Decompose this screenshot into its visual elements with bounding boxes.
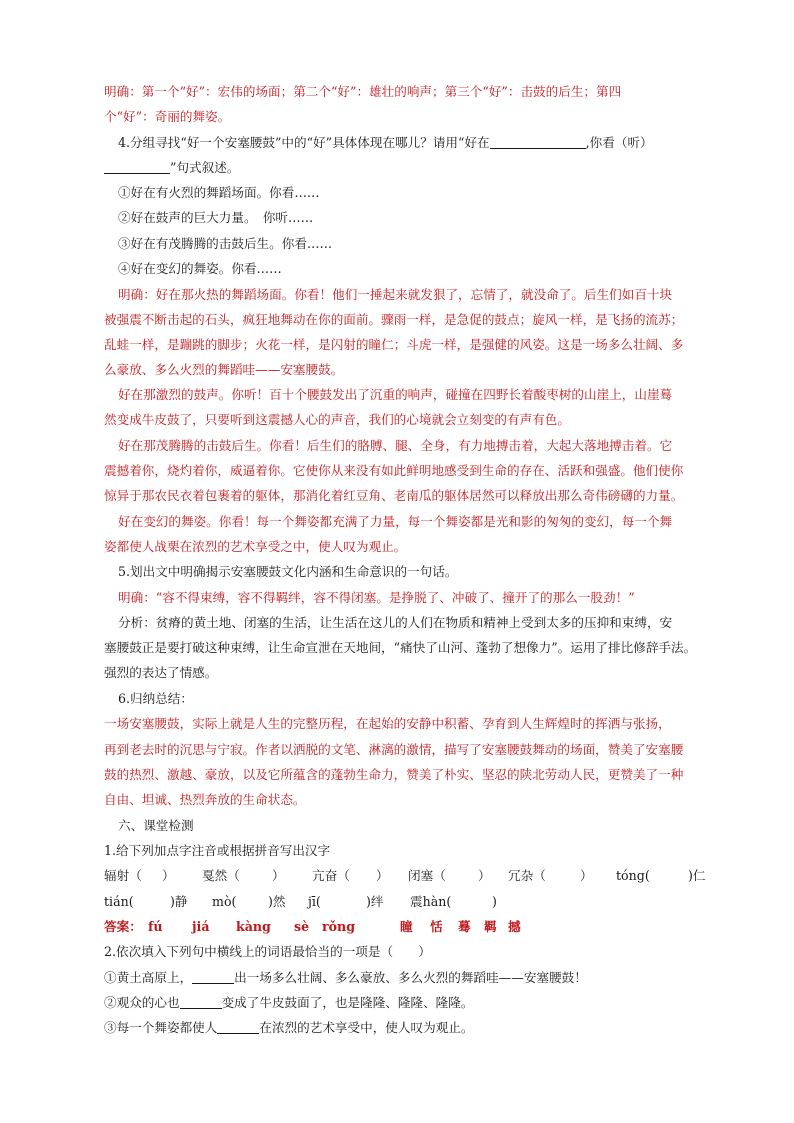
- answer-para4-line1: 好在变幻的舞姿。你看！每一个舞姿都充满了力量，每一个舞姿都是光和影的匆匆的变幻，每一个舞: [118, 514, 673, 529]
- question-5-answer: 明确：“容不得束缚，容不得羁绊，容不得闭塞。是挣脱了、冲破了、撞开了的那么一股劲！”: [118, 590, 635, 605]
- summary-line1: 一场安塞腰鼓，实际上就是人生的完整历程，在起始的安静中积蓄、孕育到人生辉煌时的挥洒与张扬，: [104, 716, 671, 731]
- section-6-heading: 六、课堂检测: [118, 818, 194, 833]
- answer-para1-line4: 么豪放、多么火烈的舞蹈哇——安塞腰鼓。: [104, 362, 344, 377]
- summary-line2: 再到老去时的沉思与宁寂。作者以洒脱的文笔、淋漓的激情，描写了安塞腰鼓舞动的场面，赞美了安塞腰: [104, 742, 684, 757]
- option-2: ②好在鼓声的巨大力量。 你听……: [118, 210, 314, 225]
- row2-item: tián(: [104, 894, 134, 909]
- fill-blank[interactable]: [490, 134, 586, 149]
- answer-para3-line2: 震撼着你，烧灼着你，威逼着你。它使你从来没有如此鲜明地感受到生命的存在、活跃和强盛。他们使你: [104, 463, 684, 478]
- answer-item: 羁: [484, 919, 497, 934]
- question-6-title: 6.归纳总结：: [118, 691, 193, 706]
- option-4: ④好在变幻的舞姿。你看……: [118, 261, 282, 276]
- fill-blank[interactable]: [104, 159, 170, 174]
- row2-item: 震hàn(: [410, 894, 452, 909]
- question-5-title: 5.划出文中明确揭示安塞腰鼓文化内涵和生命意识的一句话。: [118, 564, 458, 579]
- row2-item: )绊: [366, 894, 384, 909]
- row1-item: 冗杂（: [508, 868, 546, 883]
- answer-para3-line1: 好在那茂腾腾的击鼓后生。你看！后生们的胳膊、腿、全身，有力地搏击着，大起大落地搏击着。它: [118, 438, 673, 453]
- answer-para1-line2: 被强震不断击起的石头，疯狂地舞动在你的面前。骤雨一样，是急促的鼓点；旋风一样，是飞扬的流苏；: [104, 312, 684, 327]
- summary-line4: 自由、坦诚、热烈奔放的生命状态。: [104, 792, 306, 807]
- row1-item: ）: [162, 868, 175, 883]
- row2-item: ): [492, 894, 497, 909]
- sentence-3-pre: ③每一个舞姿都使人: [104, 1020, 218, 1035]
- exercise-2-sentence-1: [104, 968, 587, 988]
- exercise-2-sentence-3: [104, 1018, 473, 1038]
- row1-item: 亢奋（: [312, 868, 350, 883]
- answer-para2-line1: 好在那激烈的鼓声。你听！百十个腰鼓发出了沉重的响声，碰撞在四野长着酸枣树的山崖上，山崖蓦: [118, 387, 673, 402]
- fill-blank[interactable]: [217, 1019, 259, 1034]
- row2-item: )静: [170, 894, 188, 909]
- answer-item: sè: [294, 919, 310, 934]
- answer-item: fú: [148, 919, 163, 934]
- question-5-analysis-line3: 强烈的表达了情感。: [104, 665, 218, 680]
- row2-item: mò(: [212, 894, 237, 909]
- sentence-1-post: 出一场多么壮阔、多么豪放、多么火烈的舞蹈哇——安塞腰鼓！: [234, 970, 587, 985]
- row1-item: ）: [272, 868, 285, 883]
- sentence-1-pre: ①黄土高原上，: [104, 970, 193, 985]
- pinyin-answers: [104, 917, 704, 937]
- sentence-2-pre: ②观众的心也: [104, 995, 180, 1010]
- answer-item: 瞳: [400, 919, 413, 934]
- exercise-2-title: 2.依次填入下列句中横线上的词语最恰当的一项是（ ）: [104, 944, 431, 959]
- row1-item: 闭塞（: [408, 868, 446, 883]
- answer-item: jiá: [192, 919, 210, 934]
- exercise-1-title: 1.给下列加点字注音或根据拼音写出汉字: [104, 843, 331, 858]
- fill-blank[interactable]: [180, 994, 222, 1009]
- answer-4good-line2: 个“好”：奇丽的舞姿。: [104, 109, 231, 124]
- answer-para1-line1: 明确：好在那火热的舞蹈场面。你看！他们一捶起来就发狠了，忘情了，就没命了。后生们如百十块: [118, 287, 673, 302]
- pinyin-row-2: [104, 892, 704, 912]
- answer-item: 撼: [508, 919, 521, 934]
- answer-para3-line3: 惊异于那农民衣着包裹着的躯体，那消化着红豆角、老南瓜的躯体居然可以释放出那么奇伟磅礴的力量。: [104, 488, 684, 503]
- pinyin-row-1: [104, 866, 704, 886]
- answer-4good-line1: 明确：第一个“好”：宏伟的场面；第二个“好”：雄壮的响声；第三个“好”：击鼓的后生；第四: [104, 84, 622, 99]
- row1-item: 戛然（: [202, 868, 240, 883]
- answer-para2-line2: 然变成牛皮鼓了，只要听到这震撼人心的声音，我们的心境就会立刻变的有声有色。: [104, 412, 570, 427]
- question-5-analysis-line2: 塞腰鼓正是要打破这种束缚，让生命宣泄在天地间，“痛快了山河、蓬勃了想像力”。运用了排比修辞手法。: [104, 640, 697, 655]
- sentence-3-post: 在浓烈的艺术享受中，使人叹为观止。: [259, 1020, 474, 1035]
- question-4: [118, 133, 653, 153]
- row1-item: tóng(: [616, 868, 650, 883]
- row1-item: ）: [376, 868, 389, 883]
- answer-item: kàng: [236, 919, 271, 934]
- question-5-analysis-line1: 分析：贫瘠的黄土地、闭塞的生活，让生活在这儿的人们在物质和精神上受到太多的压抑和束缚，安: [118, 615, 673, 630]
- answer-item: 恬: [430, 919, 443, 934]
- row1-item: ）: [580, 868, 593, 883]
- row2-item: )然: [268, 894, 286, 909]
- question-4-cont: [104, 158, 239, 178]
- row2-item: jī(: [308, 894, 321, 909]
- summary-line3: 鼓的热烈、激越、豪放，以及它所蕴含的蓬勃生命力，赞美了朴实、坚忍的陕北劳动人民，更赞美了一种: [104, 767, 684, 782]
- row1-item: ）: [478, 868, 491, 883]
- answer-para1-line3: 乱蛙一样，是蹦跳的脚步；火花一样，是闪射的瞳仁；斗虎一样，是强健的风姿。这是一场多么壮阔、多: [104, 337, 684, 352]
- option-3: ③好在有茂腾腾的击鼓后生。你看……: [118, 236, 333, 251]
- question-4-part2: ,你看（听）: [585, 135, 653, 150]
- row1-item: 辐射（: [104, 868, 142, 883]
- answer-item: 蓦: [458, 919, 471, 934]
- sentence-2-post: 变成了牛皮鼓面了，也是隆隆、隆隆、隆隆。: [221, 995, 474, 1010]
- question-4-part3: ”句式叙述。: [170, 160, 240, 175]
- answer-item: rǒng: [322, 919, 355, 934]
- option-1: ①好在有火烈的舞蹈场面。你看……: [118, 185, 320, 200]
- question-4-part1: 4.分组寻找“好一个安塞腰鼓”中的“好”具体体现在哪儿？请用“好在: [118, 135, 490, 150]
- row1-item: )仁: [688, 868, 706, 883]
- answer-para4-line2: 姿都使人战栗在浓烈的艺术享受之中，使人叹为观止。: [104, 539, 407, 554]
- exercise-2-sentence-2: [104, 993, 473, 1013]
- answer-label: 答案：: [104, 919, 142, 934]
- fill-blank[interactable]: [192, 969, 234, 984]
